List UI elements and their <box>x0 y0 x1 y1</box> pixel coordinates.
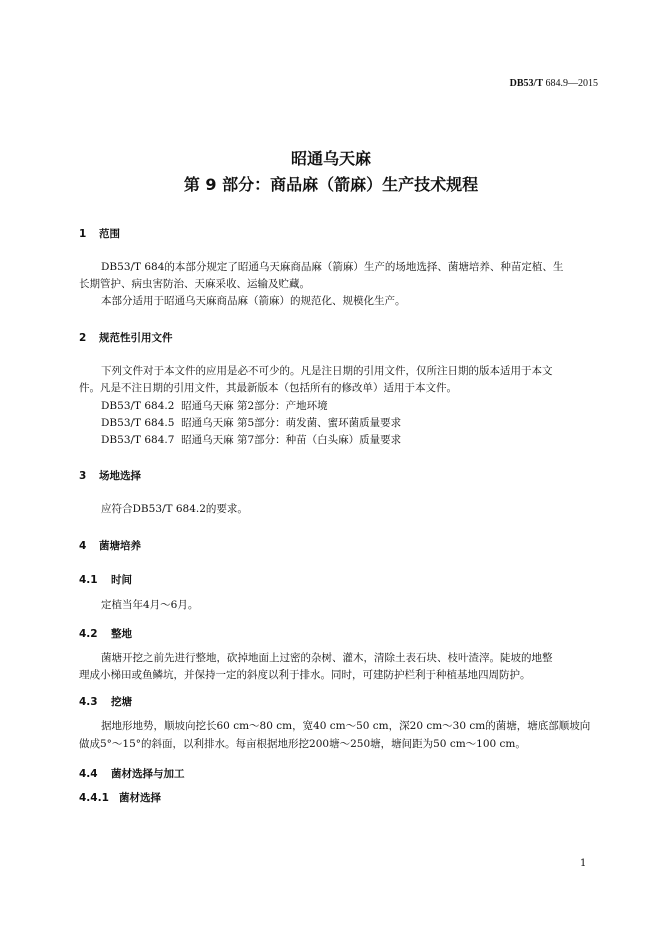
section-3-heading <box>79 468 141 483</box>
reference-item: DB53/T 684.5 昭通乌天麻 第5部分：萌发菌、蜜环菌质量要求 <box>101 417 402 429</box>
section-number: 4 <box>79 540 87 552</box>
paragraph-line: 菌塘开挖之前先进行整地，砍掉地面上过密的杂树、灌木，清除土表石块、枝叶渣滓。陡坡的地整 <box>101 652 553 664</box>
paragraph-line: 应符合DB53/T 684.2的要求。 <box>101 503 248 515</box>
section-title: 范围 <box>99 228 120 240</box>
standard-code <box>510 78 598 89</box>
section-title: 菌材选择 <box>119 792 161 804</box>
section-4-heading <box>79 538 141 553</box>
standard-code-prefix: DB53/T <box>509 78 543 89</box>
paragraph-line: 定植当年4月～6月。 <box>101 599 199 611</box>
section-title: 菌塘培养 <box>99 540 141 552</box>
paragraph-line: 件。凡是不注日期的引用文件，其最新版本（包括所有的修改单）适用于本文件。 <box>79 382 457 394</box>
section-4-4-heading <box>79 766 185 781</box>
paragraph-line: 理成小梯田或鱼鳞坑，并保持一定的斜度以利于排水。同时，可建防护栏利于种植基地四周防护。 <box>79 669 531 681</box>
paragraph-line: 长期管护、病虫害防治、天麻采收、运输及贮藏。 <box>79 278 310 290</box>
section-4-4-1-heading <box>79 790 161 805</box>
section-title: 整地 <box>111 628 132 640</box>
section-title: 挖塘 <box>111 696 132 708</box>
section-number: 4.4 <box>79 768 98 780</box>
section-number: 3 <box>79 470 87 482</box>
section-title: 时间 <box>111 574 132 586</box>
section-number: 1 <box>79 228 87 240</box>
section-number: 4.3 <box>79 696 98 708</box>
section-number: 4.1 <box>79 574 98 586</box>
paragraph-line: DB53/T 684的本部分规定了昭通乌天麻商品麻（箭麻）生产的场地选择、菌塘培养、种苗定植、生 <box>101 261 564 273</box>
section-title: 场地选择 <box>99 470 141 482</box>
paragraph-line: 做成5°～15°的斜面，以利排水。每亩根据地形挖200塘～250塘，塘间距为50 cm～100 cm。 <box>79 738 526 750</box>
section-4-3-heading <box>79 694 132 709</box>
section-number: 4.2 <box>79 628 98 640</box>
section-4-1-heading <box>79 572 132 587</box>
section-number: 4.4.1 <box>79 792 109 804</box>
paragraph-line: 据地形地势，顺坡向挖长60 cm～80 cm，宽40 cm～50 cm，深20 cm～30 cm的菌塘，塘底部顺坡向 <box>101 720 591 732</box>
page-number: 1 <box>580 858 587 869</box>
section-2-heading <box>79 330 173 345</box>
reference-item: DB53/T 684.7 昭通乌天麻 第7部分：种苗（白头麻）质量要求 <box>101 434 402 446</box>
section-title: 规范性引用文件 <box>99 332 173 344</box>
paragraph-line: 下列文件对于本文件的应用是必不可少的。凡是注日期的引用文件，仅所注日期的版本适用于本文 <box>101 365 553 377</box>
standard-code-number: 684.9—2015 <box>543 78 598 89</box>
document-title: 昭通乌天麻 <box>290 149 371 168</box>
document-subtitle: 第 9 部分：商品麻（箭麻）生产技术规程 <box>183 175 479 194</box>
paragraph-line: 本部分适用于昭通乌天麻商品麻（箭麻）的规范化、规模化生产。 <box>101 295 406 307</box>
reference-item: DB53/T 684.2 昭通乌天麻 第2部分：产地环境 <box>101 400 328 412</box>
section-title: 菌材选择与加工 <box>111 768 185 780</box>
section-1-heading <box>79 226 120 241</box>
section-4-2-heading <box>79 626 132 641</box>
section-number: 2 <box>79 332 87 344</box>
